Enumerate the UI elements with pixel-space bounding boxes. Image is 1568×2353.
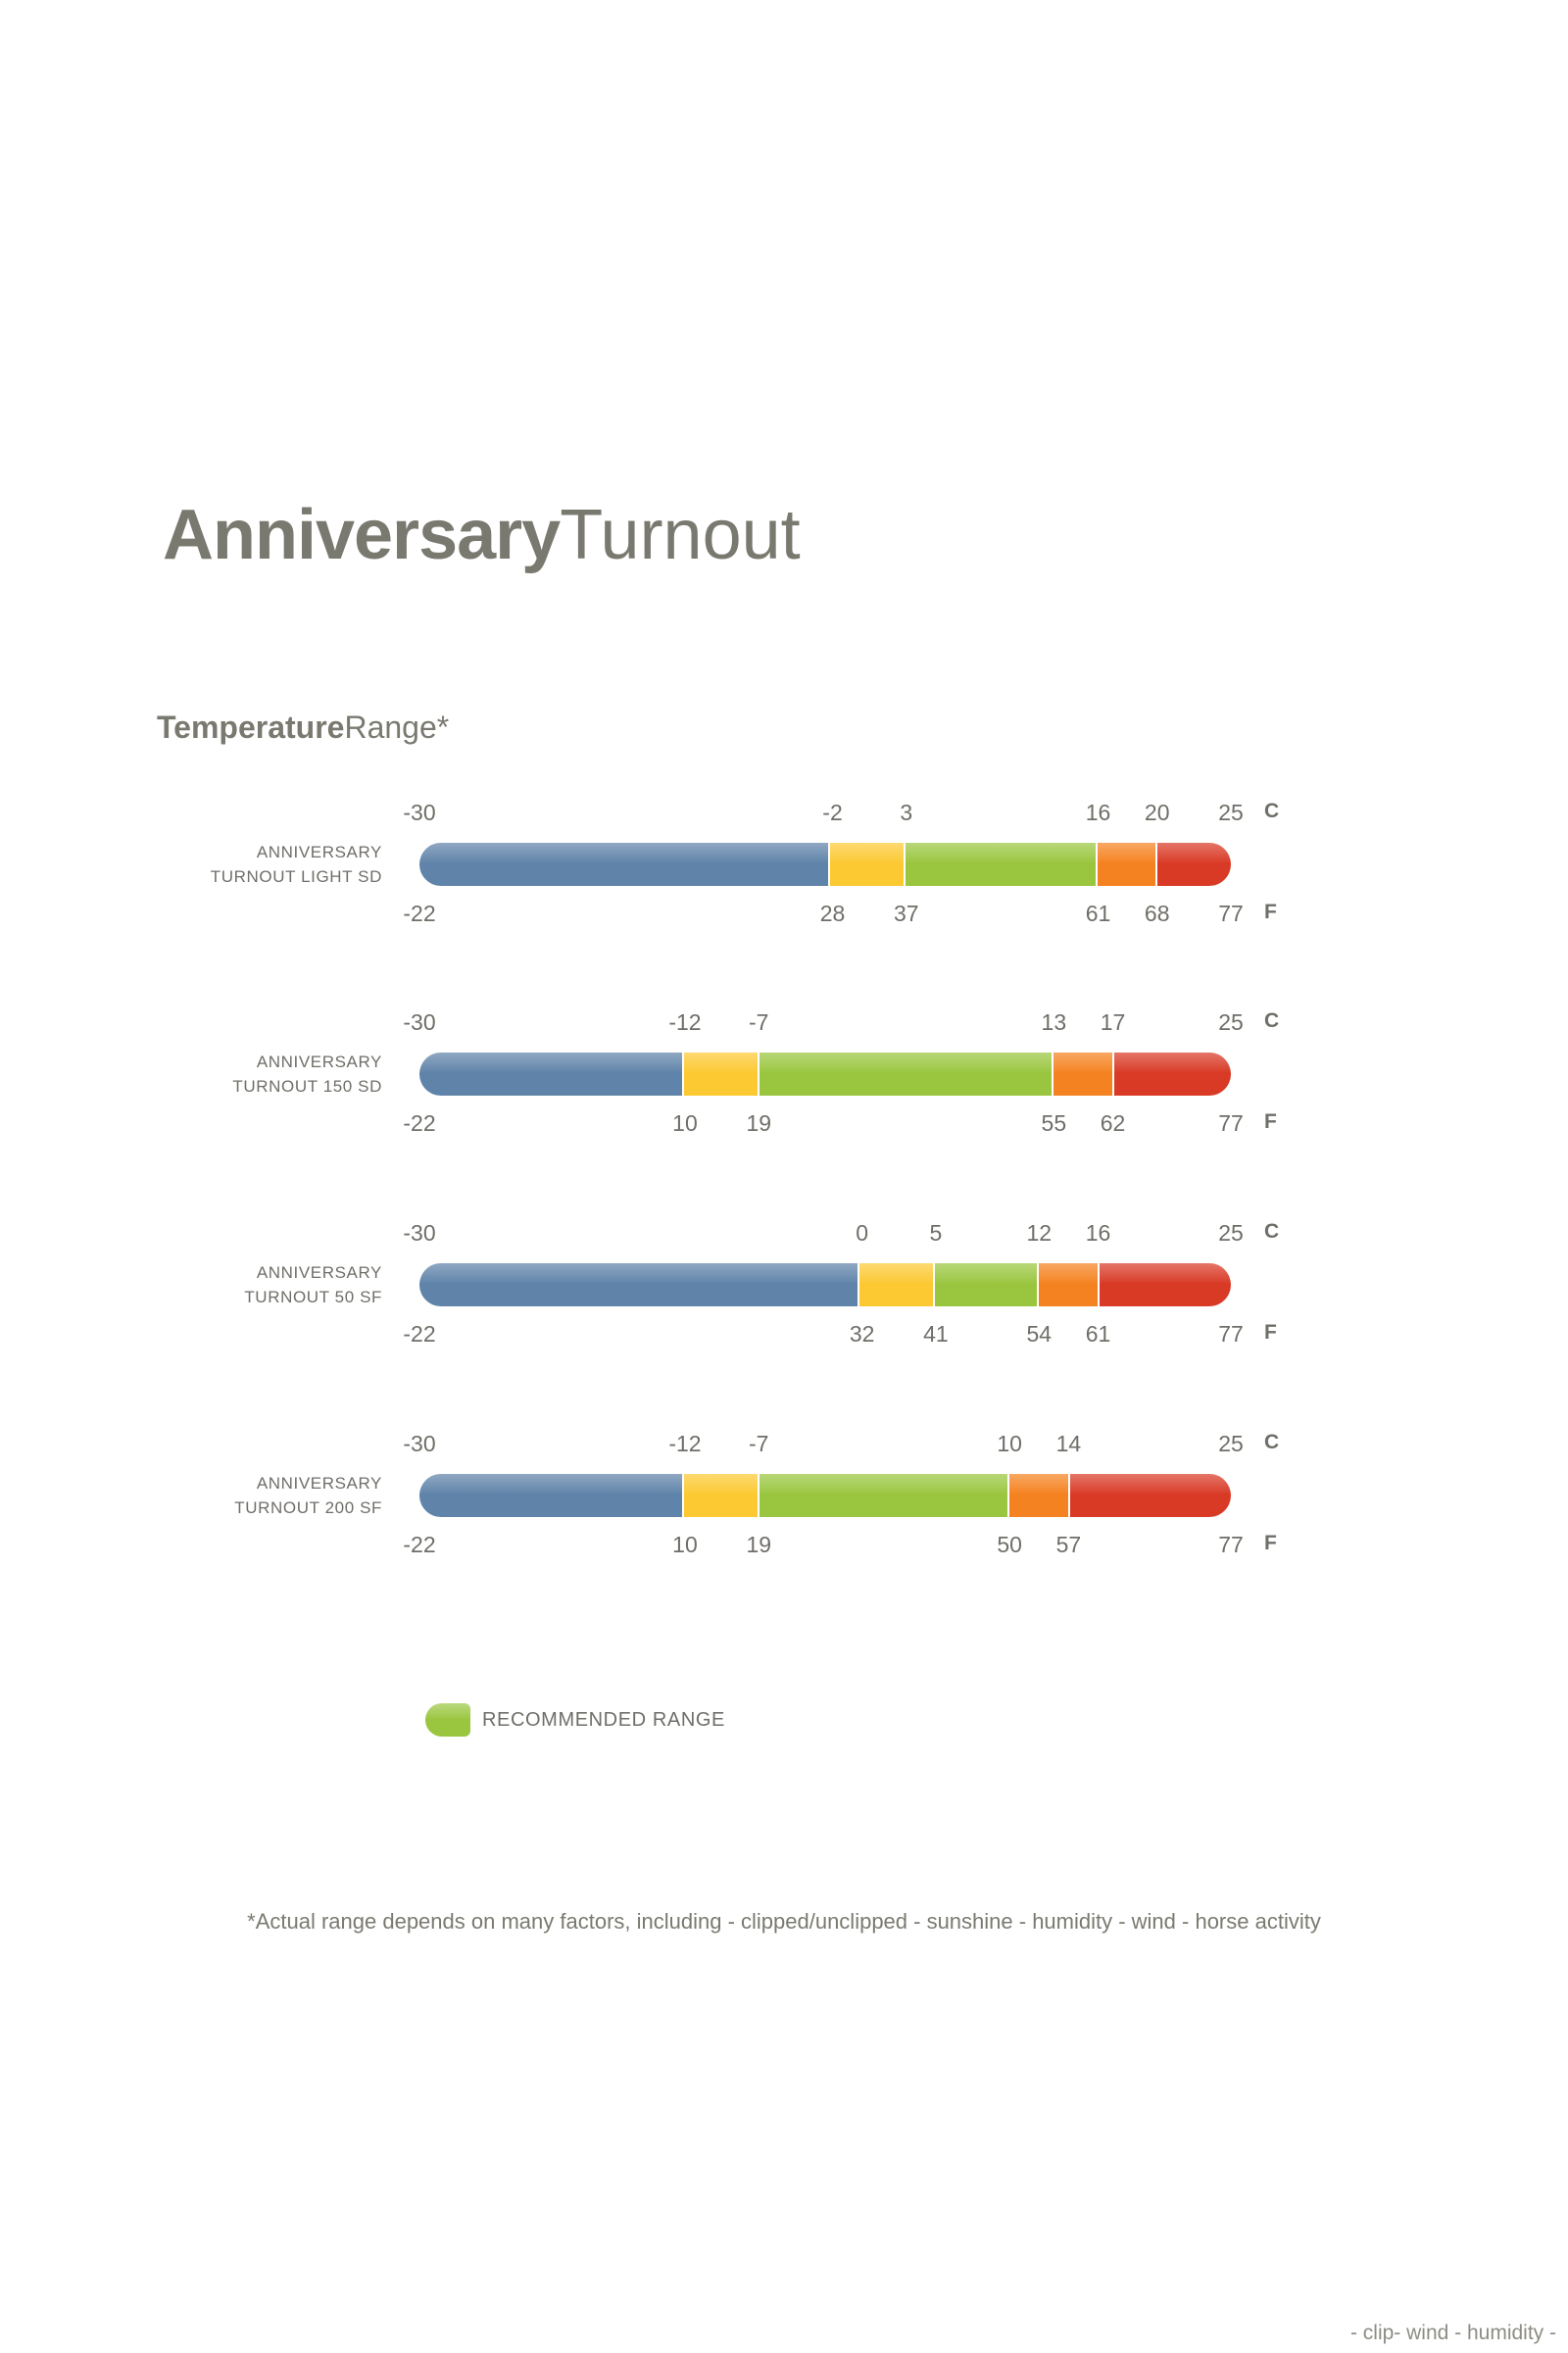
tick-label-fahrenheit: -22 — [403, 1110, 436, 1136]
tick-label-fahrenheit: -22 — [403, 1532, 436, 1557]
chart-legend — [425, 1703, 725, 1737]
tick-label-celsius: 25 — [1218, 1220, 1244, 1246]
temperature-bar — [419, 1263, 1231, 1306]
page-title-bold: Anniversary — [163, 496, 561, 575]
chart-row — [0, 799, 1568, 956]
bar-segment-yellow — [682, 1474, 758, 1517]
recommended-range-swatch-icon — [425, 1703, 470, 1737]
unit-label-celsius: C — [1264, 1009, 1280, 1032]
tick-label-celsius: -12 — [668, 1009, 702, 1035]
tick-label-fahrenheit: -22 — [403, 1321, 436, 1347]
row-label-line1: ANNIVERSARY — [256, 1053, 382, 1071]
tick-label-fahrenheit: 55 — [1041, 1110, 1067, 1136]
tick-label-celsius: 25 — [1218, 800, 1244, 825]
row-label — [118, 1471, 382, 1520]
temperature-bar — [419, 843, 1231, 886]
row-label — [118, 1050, 382, 1099]
bar-segment-orange — [1007, 1474, 1068, 1517]
unit-label-fahrenheit: F — [1264, 1110, 1277, 1133]
bar-segment-orange — [1096, 843, 1156, 886]
bar-segment-red — [1112, 1053, 1231, 1096]
tick-label-fahrenheit: 50 — [997, 1532, 1022, 1557]
tick-label-fahrenheit: 62 — [1100, 1110, 1126, 1136]
tick-label-fahrenheit: 77 — [1218, 1321, 1244, 1347]
bar-segment-blue — [419, 1053, 682, 1096]
tick-label-celsius: -30 — [403, 800, 436, 825]
chart-row — [0, 1008, 1568, 1165]
tick-label-fahrenheit: 68 — [1144, 901, 1170, 926]
bar-segment-orange — [1052, 1053, 1112, 1096]
tick-label-fahrenheit: 32 — [849, 1321, 875, 1347]
bar-segment-blue — [419, 843, 828, 886]
row-label-line1: ANNIVERSARY — [256, 843, 382, 861]
tick-label-fahrenheit: 19 — [746, 1110, 772, 1136]
tick-label-celsius: -30 — [403, 1431, 436, 1456]
temperature-bar — [419, 1053, 1231, 1096]
unit-label-celsius: C — [1264, 1220, 1280, 1243]
unit-label-fahrenheit: F — [1264, 1532, 1277, 1554]
tick-label-celsius: 16 — [1085, 1220, 1111, 1246]
temperature-bar — [419, 1474, 1231, 1517]
bar-segment-yellow — [828, 843, 904, 886]
unit-label-fahrenheit: F — [1264, 901, 1277, 923]
tick-label-fahrenheit: 77 — [1218, 1110, 1244, 1136]
tick-label-celsius: -2 — [822, 800, 843, 825]
row-label-line2: TURNOUT 200 SF — [234, 1498, 382, 1517]
chart-row — [0, 1430, 1568, 1587]
tick-label-fahrenheit: 77 — [1218, 1532, 1244, 1557]
tick-label-fahrenheit: 61 — [1085, 901, 1111, 926]
tick-label-celsius: 25 — [1218, 1431, 1244, 1456]
bar-segment-blue — [419, 1474, 682, 1517]
unit-label-celsius: C — [1264, 1431, 1280, 1453]
row-label-line2: TURNOUT 50 SF — [244, 1288, 382, 1306]
tick-label-fahrenheit: 10 — [672, 1110, 698, 1136]
bar-segment-blue — [419, 1263, 858, 1306]
tick-label-fahrenheit: 28 — [819, 901, 846, 926]
tick-label-celsius: 0 — [856, 1220, 869, 1246]
row-label-line1: ANNIVERSARY — [256, 1263, 382, 1282]
row-label-line2: TURNOUT LIGHT SD — [210, 867, 382, 886]
section-subtitle-bold: Temperature — [157, 709, 345, 745]
tick-label-celsius: -7 — [749, 1431, 769, 1456]
tick-label-celsius: 20 — [1144, 800, 1170, 825]
tick-label-fahrenheit: 37 — [894, 901, 919, 926]
tick-label-celsius: 5 — [929, 1220, 943, 1246]
row-label — [118, 1260, 382, 1309]
row-label-line2: TURNOUT 150 SD — [232, 1077, 382, 1096]
bar-segment-red — [1155, 843, 1231, 886]
tick-label-celsius: -30 — [403, 1220, 436, 1246]
tick-label-fahrenheit: 77 — [1218, 901, 1244, 926]
unit-label-celsius: C — [1264, 800, 1280, 822]
tick-label-fahrenheit: 61 — [1085, 1321, 1111, 1347]
tick-label-fahrenheit: 19 — [746, 1532, 772, 1557]
legend-label: RECOMMENDED RANGE — [482, 1708, 725, 1731]
tick-label-fahrenheit: -22 — [403, 901, 436, 926]
tick-label-celsius: -30 — [403, 1009, 436, 1035]
bar-segment-green — [758, 1053, 1052, 1096]
chart-row — [0, 1219, 1568, 1376]
bar-segment-green — [758, 1474, 1007, 1517]
bar-segment-yellow — [682, 1053, 758, 1096]
tick-label-celsius: 25 — [1218, 1009, 1244, 1035]
tick-label-celsius: 17 — [1100, 1009, 1126, 1035]
row-label — [118, 840, 382, 889]
tick-label-celsius: 13 — [1041, 1009, 1067, 1035]
tick-label-celsius: 12 — [1026, 1220, 1053, 1246]
bar-segment-red — [1068, 1474, 1231, 1517]
unit-label-fahrenheit: F — [1264, 1321, 1277, 1344]
tick-label-fahrenheit: 54 — [1026, 1321, 1053, 1347]
bar-segment-green — [933, 1263, 1037, 1306]
tick-label-celsius: 14 — [1055, 1431, 1082, 1456]
tick-label-fahrenheit: 57 — [1055, 1532, 1082, 1557]
tick-label-celsius: 16 — [1085, 800, 1111, 825]
bar-segment-orange — [1037, 1263, 1098, 1306]
page-title-light: Turnout — [560, 496, 801, 575]
tick-label-fahrenheit: 10 — [672, 1532, 698, 1557]
tick-label-celsius: 10 — [997, 1431, 1022, 1456]
footnote: *Actual range depends on many factors, including - clipped/unclipped - sunshine - humidity - wind - horse activity — [247, 1909, 1321, 1934]
row-label-line1: ANNIVERSARY — [256, 1474, 382, 1493]
tick-label-celsius: 3 — [900, 800, 913, 825]
tick-label-fahrenheit: 41 — [923, 1321, 949, 1347]
bar-segment-yellow — [858, 1263, 933, 1306]
bar-segment-red — [1098, 1263, 1231, 1306]
corner-note: - clip- wind - humidity - — [1349, 2322, 1556, 2344]
tick-label-celsius: -7 — [749, 1009, 769, 1035]
tick-label-celsius: -12 — [668, 1431, 702, 1456]
section-subtitle-light: Range* — [344, 709, 450, 745]
bar-segment-green — [904, 843, 1096, 886]
